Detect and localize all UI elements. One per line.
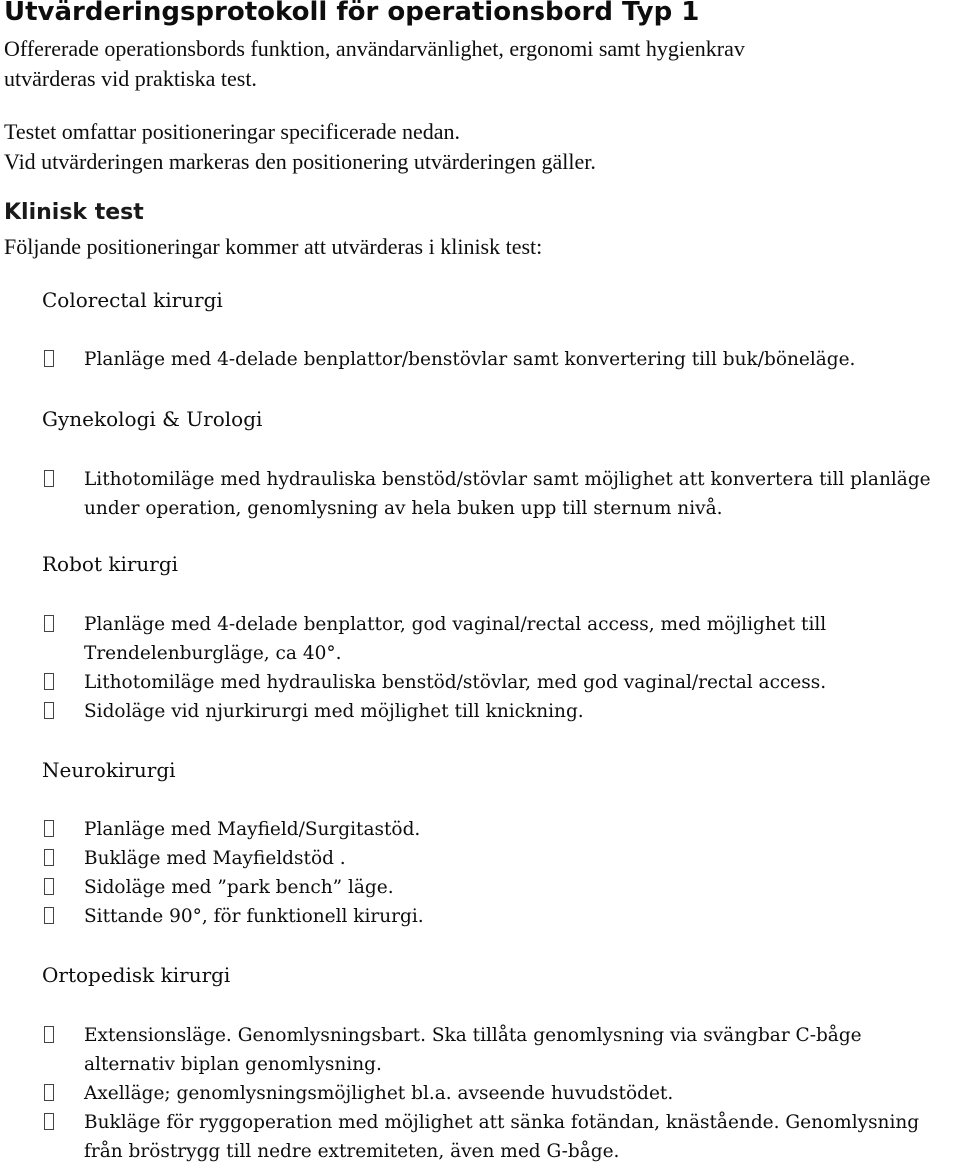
checkbox[interactable]	[44, 907, 54, 924]
checklist-orto	[42, 1021, 958, 1166]
checklist-gyn	[42, 465, 958, 523]
checklist-item-text: Bukläge för ryggoperation med möjlighet att sänka fotändan, knästående. Genomlysning från bröstrygg till nedre extremiteten, även med G-båge.	[84, 1112, 920, 1162]
section-title-orto: Ortopedisk kirurgi	[42, 963, 231, 987]
checklist-item	[42, 668, 958, 697]
checkbox[interactable]	[44, 1084, 54, 1101]
checklist-item-text: Extensionsläge. Genomlysningsbart. Ska tillåta genomlysning via svängbar C-båge alternativ biplan genomlysning.	[84, 1025, 862, 1075]
checklist-neuro	[42, 815, 958, 931]
page-title: Utvärderingsprotokoll för operationsbord Typ 1	[4, 0, 700, 27]
intro-line: Vid utvärderingen markeras den positionering utvärderingen gäller.	[4, 149, 596, 174]
checklist-item	[42, 844, 958, 873]
klinisk-text: Följande positioneringar kommer att utvärderas i klinisk test:	[4, 234, 543, 259]
intro-line: Testet omfattar positioneringar specificerade nedan.	[4, 119, 460, 144]
checkbox[interactable]	[44, 849, 54, 866]
checklist-item	[42, 1108, 958, 1166]
checklist-item	[42, 1079, 958, 1108]
section-title-robot: Robot kirurgi	[42, 552, 179, 576]
checklist-item-text: Planläge med 4-delade benplattor, god vaginal/rectal access, med möjlighet till Trendelenburgläge, ca 40°.	[84, 614, 827, 664]
intro-line: utvärderas vid praktiska test.	[4, 66, 257, 91]
checklist-item	[42, 465, 958, 523]
checklist-item	[42, 345, 958, 374]
section-title-colorectal: Colorectal kirurgi	[42, 288, 223, 312]
checklist-robot	[42, 610, 958, 726]
checkbox[interactable]	[44, 820, 54, 837]
intro-line: Offererade operationsbords funktion, användarvänlighet, ergonomi samt hygienkrav	[4, 36, 745, 61]
checklist-item	[42, 873, 958, 902]
checkbox[interactable]	[44, 615, 54, 632]
section-title-gyn: Gynekologi & Urologi	[42, 407, 263, 431]
checklist-item-text: Sidoläge vid njurkirurgi med möjlighet till knickning.	[84, 701, 584, 722]
checkbox[interactable]	[44, 1026, 54, 1043]
section-title-neuro: Neurokirurgi	[42, 758, 176, 782]
checklist-item	[42, 610, 958, 668]
checklist-item	[42, 902, 958, 931]
checkbox[interactable]	[44, 673, 54, 690]
checkbox[interactable]	[44, 350, 54, 367]
checkbox[interactable]	[44, 702, 54, 719]
checklist-item-text: Bukläge med Mayfieldstöd .	[84, 848, 346, 869]
checkbox[interactable]	[44, 878, 54, 895]
intro-paragraph-2	[4, 117, 596, 177]
checklist-item-text: Planläge med 4-delade benplattor/benstövlar samt konvertering till buk/böneläge.	[84, 349, 856, 370]
checkbox[interactable]	[44, 1113, 54, 1130]
checklist-item-text: Planläge med Mayfield/Surgitastöd.	[84, 819, 421, 840]
checklist-colorectal	[42, 345, 958, 374]
checklist-item-text: Sittande 90°, för funktionell kirurgi.	[84, 906, 424, 927]
checklist-item-text: Lithotomiläge med hydrauliska benstöd/stövlar, med god vaginal/rectal access.	[84, 672, 827, 693]
checklist-item	[42, 815, 958, 844]
checkbox[interactable]	[44, 470, 54, 487]
checklist-item-text: Sidoläge med ”park bench” läge.	[84, 877, 394, 898]
checklist-item-text: Axelläge; genomlysningsmöjlighet bl.a. avseende huvudstödet.	[84, 1083, 674, 1104]
checklist-item-text: Lithotomiläge med hydrauliska benstöd/stövlar samt möjlighet att konvertera till planläge under operation, genomlysning av hela buken upp till sternum nivå.	[84, 469, 931, 519]
klinisk-heading: Klinisk test	[4, 200, 144, 225]
checklist-item	[42, 697, 958, 726]
checklist-item	[42, 1021, 958, 1079]
intro-paragraph-1	[4, 34, 745, 94]
